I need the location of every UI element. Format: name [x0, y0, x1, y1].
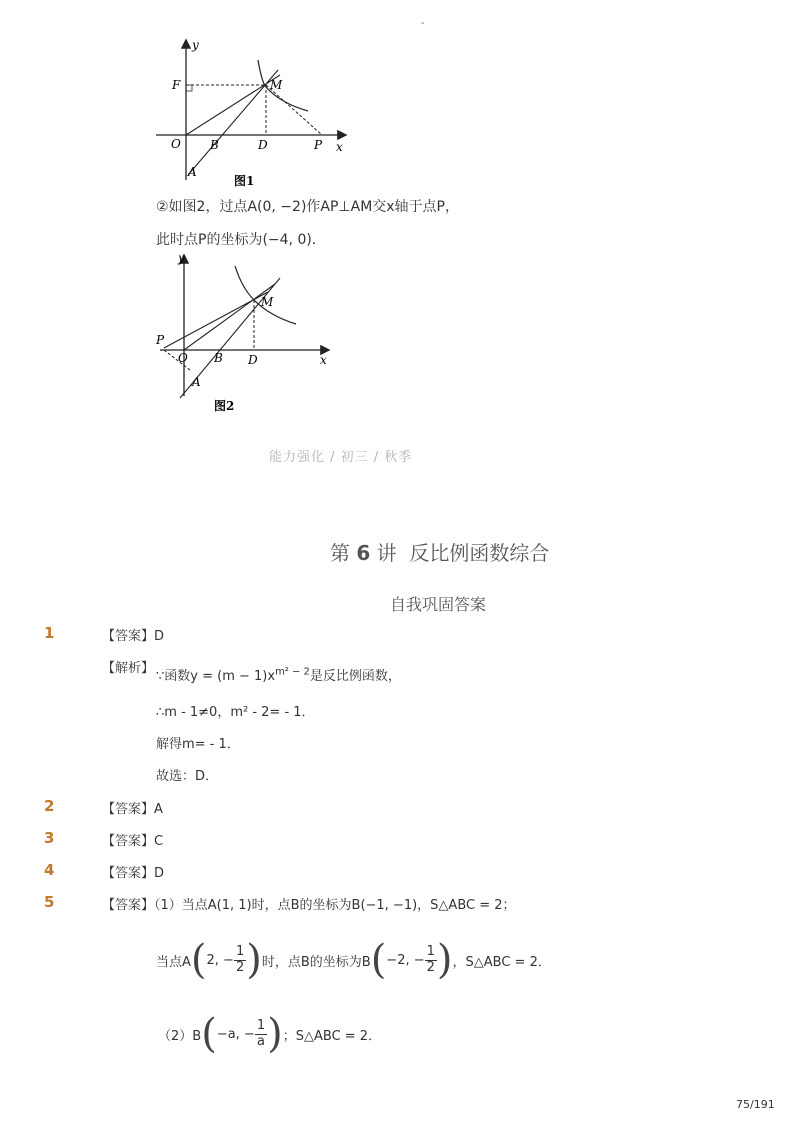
q5-line2-mid: 时，点B的坐标为B [261, 954, 371, 970]
q5-line2-frac-b-top: 1 [426, 944, 435, 960]
q5-line2-point-b: −2, − [386, 952, 425, 968]
paren-open-icon: ( [370, 937, 387, 983]
fig1-label-f: F [172, 78, 181, 92]
fig1-label-a: A [188, 165, 197, 179]
fig1-line-am [188, 70, 278, 175]
answer-5-line-2 [156, 932, 551, 988]
q5-line2-point-a: 2, − [206, 952, 234, 968]
question-number-3: 3 [44, 829, 55, 847]
paren-close-icon: ) [246, 937, 262, 983]
q5-line2-frac-a-top: 1 [235, 944, 245, 960]
fig2-caption: 图2 [214, 399, 235, 413]
figure-1 [150, 35, 360, 195]
fig2-label-b: B [214, 351, 223, 365]
paren-close-icon: ) [436, 937, 453, 983]
paren-open-icon: ( [201, 1011, 217, 1057]
section-title [330, 537, 549, 566]
analysis-line-3: 解得m= - 1． [156, 737, 240, 752]
fig2-intro-line-1: ②如图2，过点A(0, −2)作AP⊥AM交x轴于点P， [156, 199, 460, 215]
question-number-2: 2 [44, 797, 55, 815]
q5-line2-frac-a-bottom: 2 [235, 959, 245, 975]
breadcrumb: 能力强化 / 初三 / 秋季 [269, 450, 413, 465]
fig2-label-x: x [320, 353, 327, 367]
q5-line3-pre: （2）B [158, 1028, 202, 1044]
analysis-label: 【解析】 [102, 661, 155, 676]
analysis-line-2: ∴m - 1≠0，m² - 2= - 1． [156, 705, 315, 720]
fig1-label-d: D [258, 138, 268, 152]
fig1-label-m: M [270, 78, 283, 92]
fig2-label-y: y [178, 251, 185, 265]
q5-line3-frac-top: 1 [256, 1018, 266, 1034]
question-number-4: 4 [44, 861, 55, 879]
subtitle: 自我巩固答案 [390, 595, 487, 614]
fig2-label-p: P [156, 333, 165, 347]
answer-2: 【答案】A [102, 802, 163, 817]
analysis-line-1-exponent: m² − 2 [275, 666, 310, 678]
fig2-intro-line-2: 此时点P的坐标为(−4, 0)． [156, 232, 326, 248]
q5-line3-post: ；S△ABC = 2． [282, 1028, 382, 1044]
answer-1: 【答案】D [102, 629, 165, 644]
fig2-label-m: M [261, 295, 274, 309]
fig1-caption: 图1 [234, 174, 255, 188]
section-title-prefix: 第 [330, 541, 350, 565]
top-mark: - [421, 18, 425, 29]
fig1-label-x: x [336, 140, 343, 154]
paren-open-icon: ( [190, 937, 207, 983]
answer-5-line-3 [158, 1006, 381, 1062]
q5-line3-frac-bottom: a [257, 1033, 265, 1049]
fig1-label-y: y [192, 38, 199, 52]
analysis-line-1 [156, 665, 401, 684]
page-number: 75/191 [736, 1098, 775, 1111]
fig2-label-o: O [178, 351, 188, 365]
analysis-line-4: 故选：D． [156, 769, 219, 784]
answer-3: 【答案】C [102, 834, 164, 849]
q5-line2-post: ，S△ABC = 2． [452, 954, 551, 970]
answer-5: 【答案】（1）当点A(1, 1)时，点B的坐标为B(−1, −1)，S△ABC = 2； [102, 898, 516, 913]
fig1-label-b: B [210, 138, 219, 152]
q5-line3-point: −a, − [216, 1026, 255, 1042]
section-title-text: 讲 反比例函数综合 [376, 541, 550, 565]
question-number-1: 1 [44, 624, 55, 642]
figure-2 [150, 248, 340, 418]
q5-line2-frac-b [425, 945, 437, 975]
fig2-label-a: A [192, 375, 201, 389]
q5-line2-pre: 当点A [156, 954, 191, 970]
analysis-line-1-post: 是反比例函数， [309, 669, 401, 684]
paren-close-icon: ) [267, 1011, 283, 1057]
q5-line3-frac [255, 1019, 267, 1049]
fig2-label-d: D [248, 353, 258, 367]
fig1-label-o: O [171, 137, 181, 151]
fig2-line-om [184, 284, 275, 350]
q5-line2-frac-a [234, 945, 246, 975]
fig1-dashed-mp [266, 85, 322, 135]
answer-4: 【答案】D [102, 866, 165, 881]
analysis-line-1-pre: ∵函数y = (m − 1)x [156, 669, 276, 684]
section-title-number: 6 [356, 541, 371, 565]
question-number-5: 5 [44, 893, 55, 911]
fig1-label-p: P [314, 138, 323, 152]
q5-line2-frac-b-bottom: 2 [426, 959, 435, 975]
fig1-right-angle [186, 85, 192, 91]
